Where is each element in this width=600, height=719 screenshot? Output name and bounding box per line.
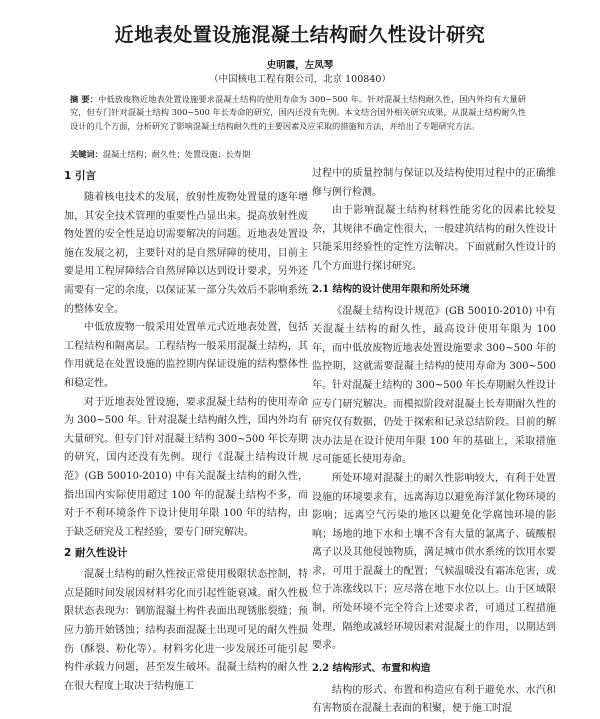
subsection-heading: 2.1 结构的设计使用年限和所处环境	[312, 283, 470, 295]
section-heading: 1 引言	[64, 170, 96, 182]
body-paragraph: 对于近地表处置设施，要求混凝土结构的使用寿命为 300~500 年。针对混凝土结构耐久性，国内外均有大量研究。但专门针对混凝土结构 300~500 年长寿期的研究，国内还没有先例。现行《混凝土结构设计规范》(GB 50010-2010) 中有关混凝土结构的耐久性，指出国内实际使用超过 100 年的混凝土结构不多，而对于不利环境条件下设计使用年限 100 年的结构，由于缺乏研究及工程经验，要专门研究解决。	[64, 396, 308, 538]
body-paragraph: 所处环境对混凝土的耐久性影响较大，有利于处置设施的环境要求有，远离海边以避免海洋氯化物环境的影响；远离空气污染的地区以避免化学腐蚀环境的影响；场地的地下水和土壤不含有大量的氯离子、硫酸根离子以及其他侵蚀物质，满足城市供水系统的饮用水要求，可用于混凝土的配置；气候温暖没有霜冻危害，或位于冻涨线以下；应尽落在地下水位以上。山于区域限制，所处环境不完全符合上述要求者，可通过工程措施处理，隔绝或减轻环境因素对混凝土的作用，以期达到要求。	[312, 472, 556, 652]
right-column	[312, 165, 556, 719]
paper-authors: 史明霞，左凤琴	[266, 60, 334, 71]
body-paragraph: 过程中的质量控制与保证以及结构使用过程中的正确维修与例行检测。	[312, 168, 556, 198]
body-paragraph: 中低放废物一般采用处置单元式近地表处置，包括工程结构和隔离层。工程结构一般采用混凝土结构，其作用就是在处置设施的监控期内保证设施的结构整体性和稳定性。	[64, 322, 308, 389]
body-paragraph: 随着核电技术的发展，放射性废物处置量的逐年增加，其安全技术管理的重要性凸显出来。提高放射性废物处置的安全性是迫切需要解决的问题。近地表处置设施在发展之初，主要针对的是自然屏障的使用，目前主要是用工程屏障结合自然屏障以达到设计要求，另外还需要有一定的余度，以保证某一部分失效后不影响系统的整体安全。	[64, 192, 308, 315]
section-heading: 2 耐久性设计	[64, 547, 128, 560]
abstract	[70, 93, 526, 133]
keywords	[70, 148, 526, 161]
abstract-text: 中低放废物近地表处置设施要求混凝土结构的使用寿命为 300~500 年。针对混凝土结构耐久性，国内外均有大量研究，但专门针对混凝土结构 300~500 年长寿命的研究，国内还没有先例。本文结合国外相关研究成果，从混凝土结构耐久性设计的几个方面，分析研究了影响混凝土结构耐久性的主要因素及应采取的措施和方法，并给出了专题研究方法。	[70, 94, 526, 131]
paper-affiliation: （中国核电工程有限公司，北京 100840）	[209, 74, 391, 85]
body-paragraph: 由于影响混凝土结构材料性能劣化的因素比较复杂，其规律不确定性很大，一般建筑结构的耐久性设计只能采用经验性的定性方法解决。下面就耐久性设计的几个方面进行探讨研究。	[312, 205, 556, 272]
keywords-label: 关键词：	[70, 149, 103, 159]
left-column	[64, 165, 308, 696]
body-paragraph: 《混凝土结构设计规范》(GB 50010-2010) 中有关混凝土结构的耐久性，最高设计使用年限为 100 年，而中低放废物近地表处置设施要求 300~500 年的监控期，这就需要混凝土结构的使用寿命为 300~500 年。针对混凝土结构的 300~500 年长寿期耐久性设计应专门研究解决。而模拟阶段对混凝土长寿期耐久性的研究仅有数据，仍处于探索和记录总结阶段。目前的解决办法是在设计使用年限 100 年的基础上，采取措施尽可能延长使用寿命。	[312, 305, 556, 466]
abstract-label: 摘 要：	[70, 94, 99, 104]
paper-title: 近地表处置设施混凝土结构耐久性设计研究	[114, 24, 486, 46]
body-paragraph: 混凝土结构的耐久性按正常使用极限状态控制，特点是随时间发展因材料劣化而引起性能衰减。耐久性极限状态表现为：钢筋混凝土构件表面出现锈胀裂缝；预应力筋开始锈蚀；结构表面混凝土出现可见的耐久性损伤（酥裂、粉化等）。材料劣化进一步发展还可能引起构件承载力问题，甚至发生破坏。混凝土结构的耐久性在很大程度上取决于结构施工	[64, 569, 308, 692]
subsection-heading: 2.2 结构形式、布置和构造	[312, 662, 431, 674]
body-paragraph: 结构的形式、布置和构造应有利于避免水、水汽和有害物质在混凝土表面的积聚，便于施工时混	[312, 684, 556, 715]
keywords-text: 混凝土结构；耐久性；处置设施；长寿期	[102, 149, 251, 159]
